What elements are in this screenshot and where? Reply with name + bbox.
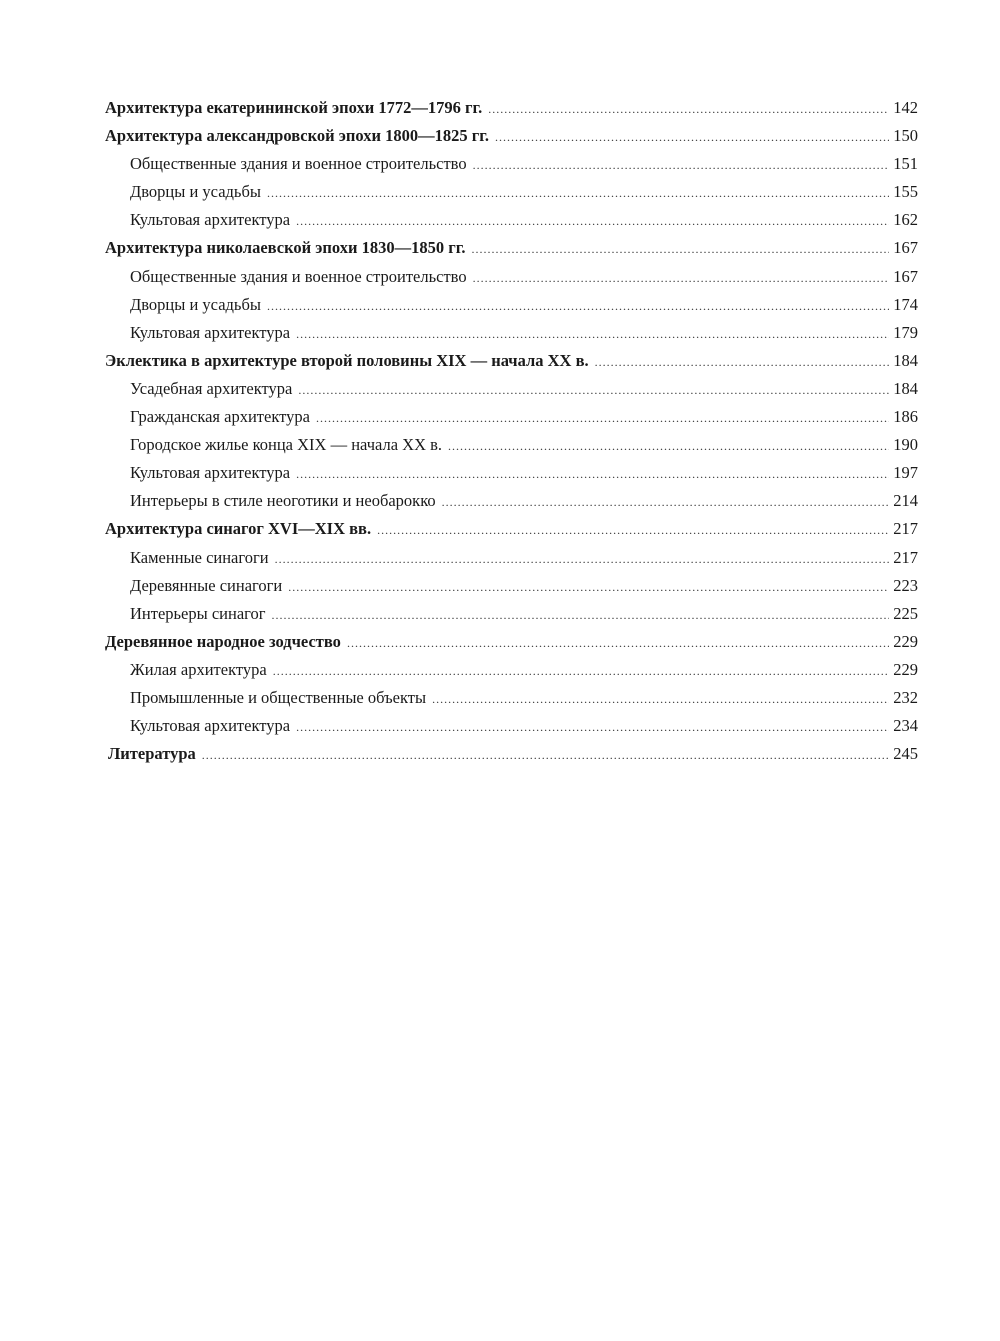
toc-entry[interactable] <box>105 632 918 660</box>
toc-subentry[interactable] <box>105 407 918 435</box>
toc-entry-title: Общественные здания и военное строительство <box>130 154 467 174</box>
toc-dot-leader <box>275 552 890 567</box>
toc-dot-leader <box>473 271 890 286</box>
toc-entry-page: 179 <box>893 322 918 342</box>
toc-subentry[interactable] <box>105 660 918 688</box>
toc-entry-page: 217 <box>893 547 918 567</box>
toc-entry-title: Архитектура александровской эпохи 1800—1825 гг. <box>105 126 490 146</box>
toc-subentry[interactable] <box>105 182 918 210</box>
toc-dot-leader <box>296 467 889 482</box>
toc-dot-leader <box>432 692 889 707</box>
toc-subentry[interactable] <box>105 716 918 744</box>
toc-entry-title: Дворцы и усадьбы <box>130 294 261 314</box>
toc-entry-title: Каменные синагоги <box>130 547 269 567</box>
toc-entry[interactable] <box>105 744 918 772</box>
toc-dot-leader <box>267 299 889 314</box>
toc-entry-title: Промышленные и общественные объекты <box>130 687 427 707</box>
toc-dot-leader <box>202 748 889 763</box>
toc-entry-title: Культовая архитектура <box>130 322 291 342</box>
toc-entry[interactable] <box>105 126 918 154</box>
toc-dot-leader <box>298 383 889 398</box>
toc-entry-page: 197 <box>893 463 918 483</box>
toc-subentry[interactable] <box>105 210 918 238</box>
toc-entry-page: 151 <box>893 154 918 174</box>
toc-entry-page: 232 <box>893 687 918 707</box>
toc-subentry[interactable] <box>105 688 918 716</box>
toc-entry-title: Деревянные синагоги <box>130 575 283 595</box>
toc-dot-leader <box>347 636 889 651</box>
toc-dot-leader <box>273 664 890 679</box>
toc-entry-title: Литература <box>108 744 196 764</box>
toc-entry-page: 229 <box>893 631 918 651</box>
toc-dot-leader <box>488 102 889 117</box>
toc-subentry[interactable] <box>105 435 918 463</box>
toc-entry-title: Усадебная архитектура <box>130 378 293 398</box>
toc-dot-leader <box>296 214 889 229</box>
toc-entry-title: Общественные здания и военное строительство <box>130 266 467 286</box>
toc-entry-page: 184 <box>893 350 918 370</box>
toc-dot-leader <box>448 439 889 454</box>
toc-entry-page: 142 <box>893 98 918 117</box>
toc-subentry[interactable] <box>105 604 918 632</box>
toc-entry-page: 214 <box>893 491 918 511</box>
toc-entry-title: Интерьеры в стиле неоготики и необарокко <box>130 491 436 511</box>
toc-entry-title: Эклектика в архитектуре второй половины XIX — начала XX в. <box>105 350 589 370</box>
toc-entry-title: Культовая архитектура <box>130 716 291 736</box>
toc-subentry[interactable] <box>105 379 918 407</box>
toc-subentry[interactable] <box>105 491 918 519</box>
table-of-contents <box>105 98 918 772</box>
toc-entry-page: 167 <box>893 266 918 286</box>
toc-entry[interactable] <box>105 238 918 266</box>
toc-entry[interactable] <box>105 351 918 379</box>
toc-entry-title: Культовая архитектура <box>130 463 291 483</box>
toc-entry-page: 162 <box>893 210 918 230</box>
toc-entry-page: 245 <box>893 744 918 764</box>
toc-dot-leader <box>595 355 890 370</box>
toc-entry-page: 150 <box>893 126 918 146</box>
toc-dot-leader <box>272 608 890 623</box>
toc-entry[interactable] <box>105 98 918 126</box>
toc-entry-page: 223 <box>893 575 918 595</box>
toc-dot-leader <box>288 580 889 595</box>
toc-entry-page: 225 <box>893 603 918 623</box>
toc-entry[interactable] <box>105 519 918 547</box>
toc-subentry[interactable] <box>105 267 918 295</box>
toc-entry-title: Деревянное народное зодчество <box>105 631 341 651</box>
toc-entry-title: Интерьеры синагог <box>130 603 266 623</box>
toc-entry-title: Жилая архитектура <box>130 659 267 679</box>
toc-entry-page: 234 <box>893 716 918 736</box>
toc-subentry[interactable] <box>105 576 918 604</box>
toc-dot-leader <box>442 495 890 510</box>
toc-entry-title: Культовая архитектура <box>130 210 291 230</box>
toc-entry-page: 186 <box>893 407 918 427</box>
toc-subentry[interactable] <box>105 295 918 323</box>
toc-subentry[interactable] <box>105 548 918 576</box>
toc-dot-leader <box>471 242 889 257</box>
toc-subentry[interactable] <box>105 154 918 182</box>
toc-subentry[interactable] <box>105 463 918 491</box>
toc-entry-title: Гражданская архитектура <box>130 407 310 427</box>
toc-entry-page: 190 <box>893 435 918 455</box>
toc-dot-leader <box>316 411 889 426</box>
toc-entry-page: 174 <box>893 294 918 314</box>
toc-dot-leader <box>495 130 889 145</box>
toc-dot-leader <box>473 158 890 173</box>
toc-entry-title: Архитектура екатерининской эпохи 1772—1796 гг. <box>105 98 483 117</box>
toc-entry-title: Архитектура николаевской эпохи 1830—1850 гг. <box>105 238 466 258</box>
toc-entry-page: 229 <box>893 659 918 679</box>
toc-entry-title: Архитектура синагог XVI—XIX вв. <box>105 519 372 539</box>
toc-dot-leader <box>296 327 889 342</box>
toc-entry-page: 155 <box>893 182 918 202</box>
toc-dot-leader <box>377 523 889 538</box>
toc-subentry[interactable] <box>105 323 918 351</box>
toc-entry-title: Городское жилье конца XIX — начала XX в. <box>130 435 443 455</box>
toc-dot-leader <box>267 186 889 201</box>
toc-entry-page: 184 <box>893 378 918 398</box>
toc-entry-page: 167 <box>893 238 918 258</box>
toc-entry-title: Дворцы и усадьбы <box>130 182 261 202</box>
toc-dot-leader <box>296 720 889 735</box>
toc-entry-page: 217 <box>893 519 918 539</box>
